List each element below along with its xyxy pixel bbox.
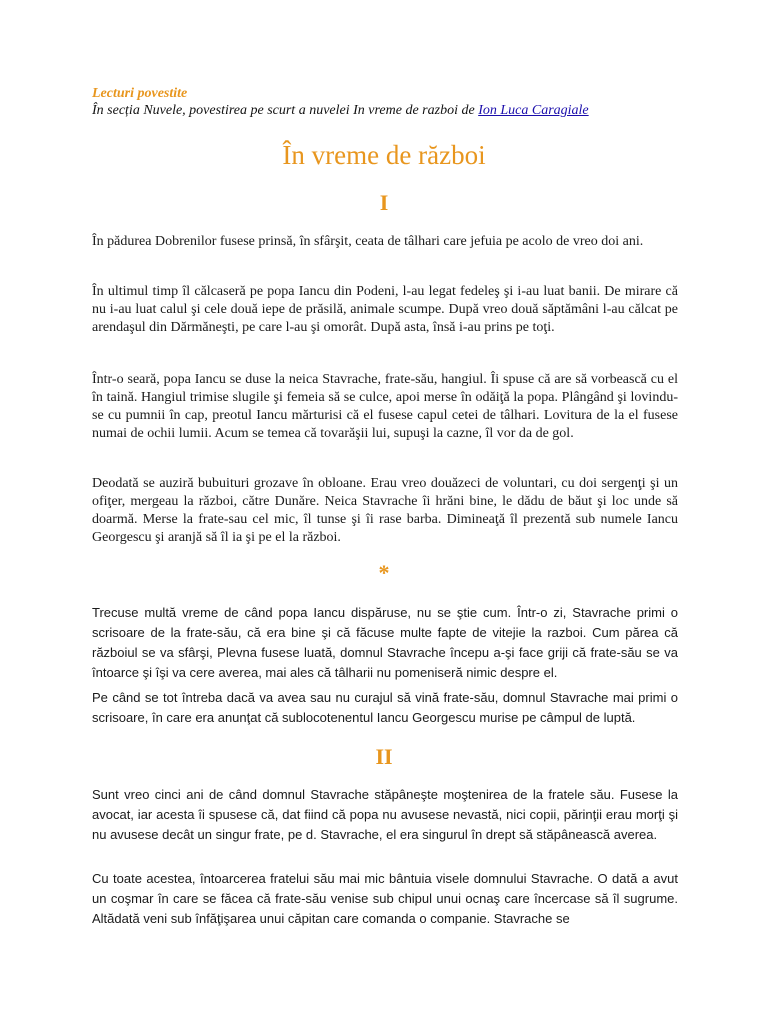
chapter-heading-2: II bbox=[375, 744, 393, 769]
paragraph-3: Într-o seară, popa Iancu se duse la neica Stavrache, frate-său, hangiul. Îi spuse că are să vorbească cu el în taină. Hangiul trimise slugile şi femeia să se culce, apoi merse în odăiţă la popa. Plângând şi lovindu-se cu pumnii în cap, preotul Iancu mărturisi că el fusese capul cetei de tâlhari. Lovitura de la el fusese numai de ochii lumii. Acum se temea că tovarăşii lui, supuşi la cazne, îl vor da de gol. bbox=[92, 372, 678, 441]
paragraph-7: Sunt vreo cinci ani de când domnul Stavrache stăpâneşte moştenirea de la fratele său. Fusese la avocat, iar acesta îi spusese că, dat fiind că popa nu avusese nevastă, nici copii, părinţii erau morţi şi nu avusese decât un singur frate, pe d. Stavrache, el era singurul în drept să stăpânească averea. bbox=[92, 787, 678, 842]
section-separator: * bbox=[378, 560, 390, 585]
paragraph-4: Deodată se auziră bubuituri grozave în obloane. Erau vreo douăzeci de voluntari, cu doi sergenţi şi un ofiţer, mergeau la război, către Dunăre. Neica Stavrache îi hrăni bine, le dădu de băut şi loc unde să doarmă. Merse la frate-sau cel mic, îl tunse şi îi rase barba. Dimineaţă îl prezentă sub numele Iancu Georgescu şi aranjă să îl ia şi pe el la război. bbox=[92, 476, 678, 545]
paragraph-5: Trecuse multă vreme de când popa Iancu dispăruse, nu se ştie cum. Într-o zi, Stavrache primi o scrisoare de la frate-său, că era bine şi că făcuse multe fapte de vitejie la razboi. Cum părea că războiul se va sfârşi, Plevna fusese luată, domnul Stavrache începu a-şi face griji că frate-său se va întoarce şi îşi va cere averea, mai ales că tâlharii nu pomeniseră nimic despre el. bbox=[92, 605, 678, 680]
paragraph-6: Pe când se tot întreba dacă va avea sau nu curajul să vină frate-său, domnul Stavrache mai primi o scrisoare, în care era anunţat că sublocotenentul Iancu Georgescu murise pe câmpul de luptă. bbox=[92, 690, 678, 725]
paragraph-8: Cu toate acestea, întoarcerea fratelui său mai mic bântuia visele domnului Stavrache. O dată a avut un coşmar în care se făcea că frate-său venise sub chipul unui ocnaş care încercase să îl sugrume. Altădată veni sub înfăţişarea unui căpitan care comanda o companie. Stavrache se bbox=[92, 871, 678, 926]
intro-line bbox=[92, 103, 589, 119]
chapter-heading-1: I bbox=[379, 190, 389, 215]
paragraph-1: În pădurea Dobrenilor fusese prinsă, în sfârşit, ceata de tâlhari care jefuia pe acolo de vreo doi ani. bbox=[92, 234, 644, 249]
intro-text: În secția Nuvele, povestirea pe scurt a nuvelei In vreme de razboi de bbox=[92, 103, 479, 118]
section-kicker: Lecturi povestite bbox=[92, 86, 188, 101]
paragraph-2: În ultimul timp îl călcaseră pe popa Iancu din Podeni, l-au legat fedeleş şi i-au luat banii. De mirare că nu i-au luat calul şi cele două iepe de prăsilă, animale scumpe. După vreo două săptămâni l-au călcat pe arendaşul din Dărmăneşti, pe care l-au şi omorât. După asta, însă i-au prins pe toţi. bbox=[92, 284, 678, 335]
author-link[interactable]: Ion Luca Caragiale bbox=[478, 103, 589, 118]
story-title: În vreme de război bbox=[282, 140, 486, 170]
